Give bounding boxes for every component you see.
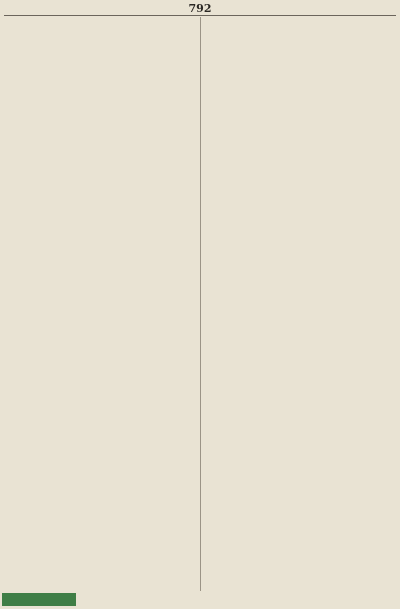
directory-entry bbox=[206, 104, 396, 109]
section-heading bbox=[206, 126, 396, 133]
directory-entry bbox=[206, 358, 396, 363]
library-stamp bbox=[2, 593, 76, 606]
header-rule bbox=[4, 15, 396, 16]
column-divider bbox=[200, 17, 201, 591]
directory-entry bbox=[4, 58, 194, 63]
page-number: 792 bbox=[188, 2, 212, 15]
right-column bbox=[206, 17, 396, 591]
section-heading bbox=[206, 364, 396, 371]
directory-entry bbox=[4, 575, 194, 580]
directory-entry bbox=[206, 581, 396, 586]
left-column bbox=[4, 17, 194, 591]
directory-entry bbox=[4, 281, 194, 286]
section-heading bbox=[206, 118, 396, 125]
section-heading bbox=[4, 64, 194, 71]
section-heading bbox=[4, 287, 194, 294]
section-heading bbox=[206, 110, 396, 117]
